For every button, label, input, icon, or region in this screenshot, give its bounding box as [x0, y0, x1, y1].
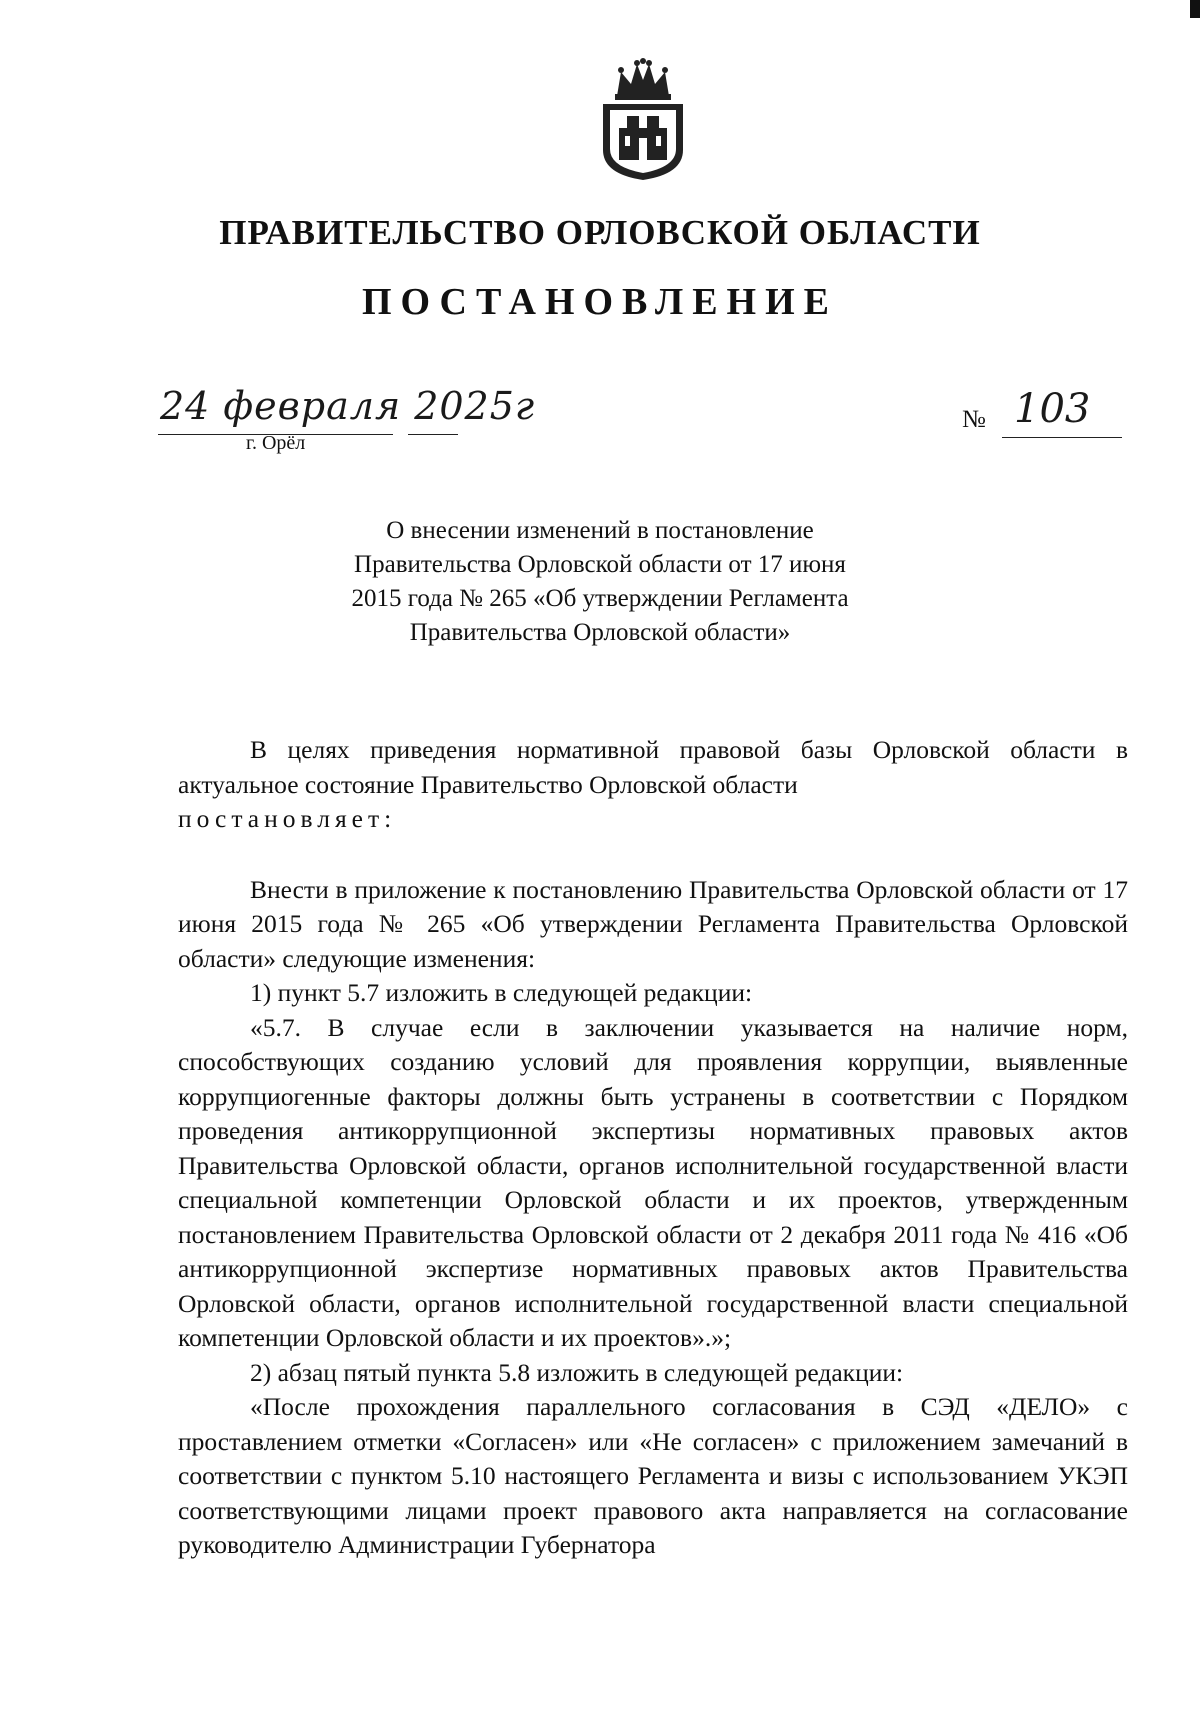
government-title: ПРАВИТЕЛЬСТВО ОРЛОВСКОЙ ОБЛАСТИ: [219, 213, 981, 252]
city-label: г. Орёл: [246, 432, 306, 454]
subject-line: Правительства Орловской области от 17 июня: [354, 551, 846, 578]
document-body: [178, 733, 1128, 1563]
coat-of-arms-emblem: [597, 58, 689, 182]
number-block: [962, 386, 1122, 442]
subject-line: Правительства Орловской области»: [409, 619, 791, 646]
handwritten-number: 103: [1014, 386, 1091, 432]
date-underline-year: [408, 434, 458, 435]
preamble-resolves: постановляет:: [178, 804, 397, 833]
number-underline: [1002, 437, 1122, 438]
document-subject: [300, 514, 900, 650]
quoted-text: «5.7. В случае если в заключении указывается на наличие норм, способствующих созданию условий для проявления коррупции, выявленные коррупциогенные факторы должны быть устранены в соответствии с Порядком проведения антикоррупционной экспертизы нормативных правовых актов Правительства Орловской области, органов исполнительной государственной власти специальной компетенции Орловской области и их проектов, утвержденным постановлением Правительства Орловской области от 2 декабря 2011 года № 416 «Об антикоррупционной экспертизе нормативных правовых актов Правительства Орловской области, органов исполнительной государственной власти специальной компетенции Орловской области и их проектов».»;: [178, 1012, 1128, 1352]
document-type: ПОСТАНОВЛЕНИЕ: [361, 281, 839, 323]
scan-edge-mark: [1190, 0, 1200, 18]
subject-line: 2015 года № 265 «Об утверждении Регламента: [351, 585, 849, 612]
date-block: [158, 384, 536, 458]
subject-line: О внесении изменений в постановление: [386, 517, 814, 544]
list-item: 2) абзац пятый пункта 5.8 изложить в следующей редакции:: [250, 1357, 904, 1387]
quoted-text: «После прохождения параллельного согласования в СЭД «ДЕЛО» с проставлением отметки «Согласен» или «Не согласен» с приложением замечаний в соответствии с пунктом 5.10 настоящего Регламента и визы с использованием УКЭП соответствующими лицами проект правового акта направляется на согласование руководителю Администрации Губернатора: [178, 1392, 1128, 1559]
handwritten-date: 24 февраля 2025г: [160, 384, 536, 428]
preamble: В целях приведения нормативной правовой базы Орловской области в актуальное состояние Правительство Орловской области: [178, 735, 1128, 799]
number-sign: №: [962, 406, 986, 433]
list-item: 1) пункт 5.7 изложить в следующей редакции:: [250, 978, 753, 1007]
paragraph: Внести в приложение к постановлению Правительства Орловской области от 17 июня 2015 года № 265 «Об утверждении Регламента Правительства Орловской области» следующие изменения:: [178, 874, 1128, 973]
